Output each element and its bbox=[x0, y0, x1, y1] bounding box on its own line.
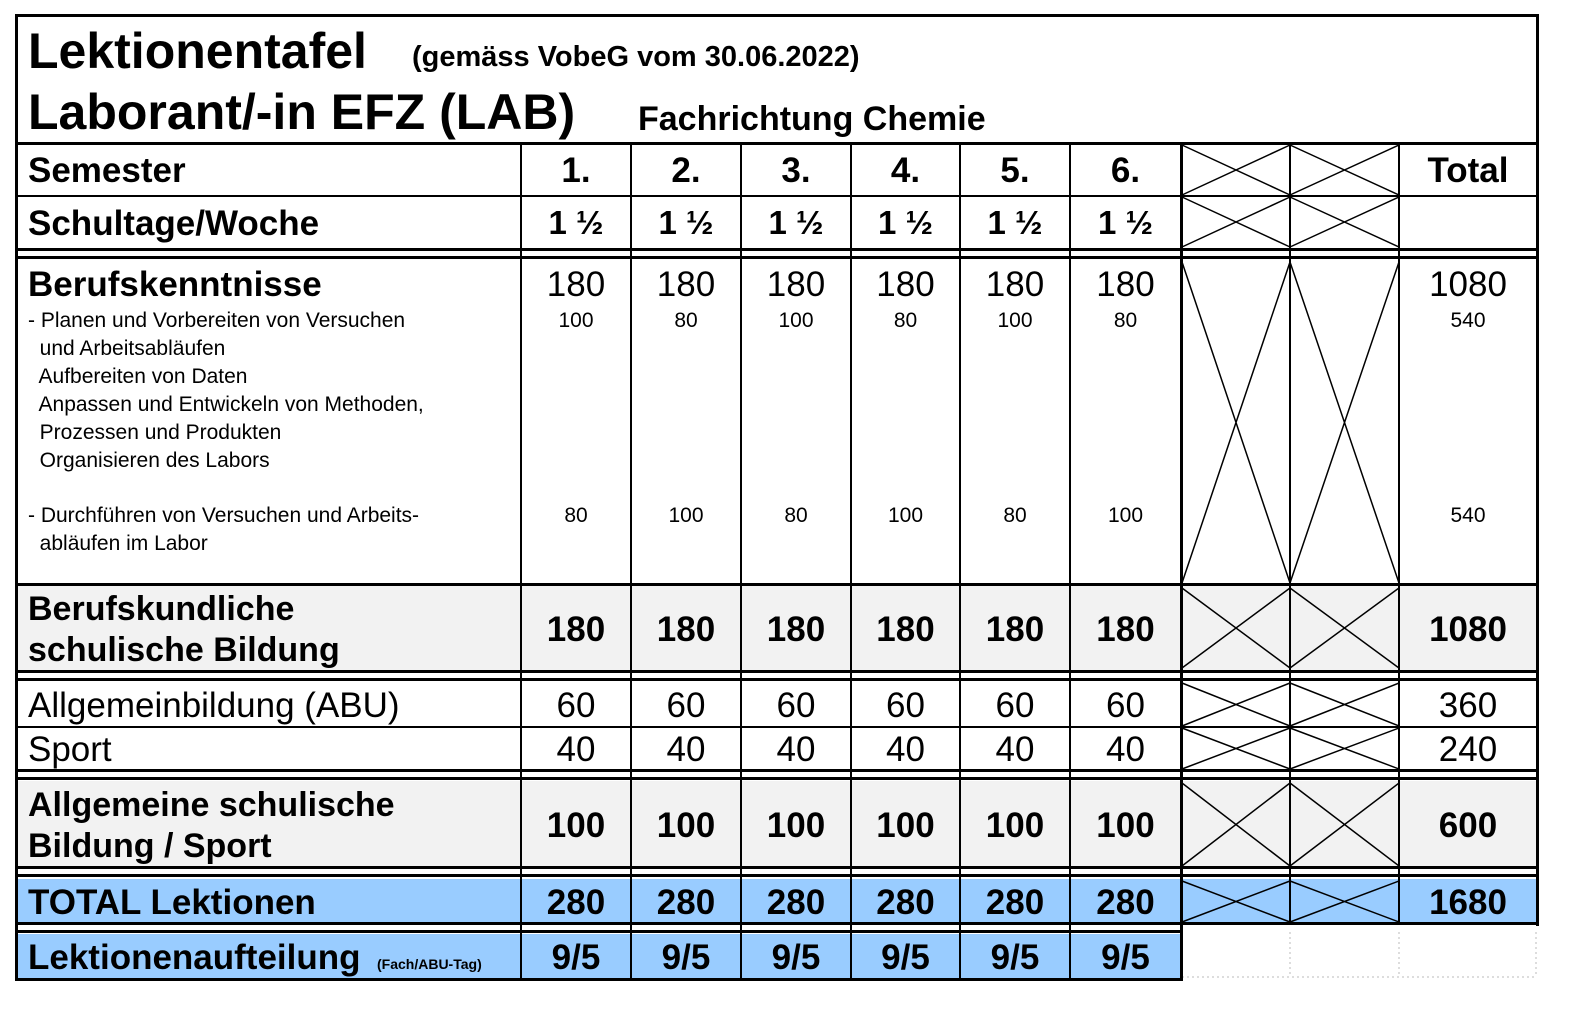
schooldays-2: 1 ½ bbox=[658, 204, 714, 241]
cross-icon bbox=[1290, 145, 1399, 195]
berufskenntnisse-label: Berufskenntnisse bbox=[28, 265, 322, 304]
aufteilung-value: 9/5 bbox=[881, 938, 930, 977]
semester-6: 6. bbox=[1110, 151, 1141, 190]
aufteilung-value: 9/5 bbox=[1101, 938, 1150, 977]
sub2-value: 80 bbox=[784, 504, 808, 527]
allgemeine-value: 100 bbox=[876, 806, 935, 845]
cross-icon bbox=[1290, 783, 1399, 866]
abu-value: 60 bbox=[666, 686, 706, 725]
schooldays-1: 1 ½ bbox=[548, 204, 604, 241]
rule bbox=[15, 678, 1539, 681]
aufteilung-label: Lektionenaufteilung bbox=[28, 938, 361, 977]
sub1-line: Organisieren des Labors bbox=[28, 449, 270, 472]
cross-icon bbox=[1290, 588, 1399, 668]
rule bbox=[15, 248, 1539, 251]
allgemeine-value: 100 bbox=[656, 806, 716, 845]
rule bbox=[15, 769, 1539, 772]
cross-icon bbox=[1290, 728, 1399, 769]
sub2-value: 80 bbox=[564, 504, 588, 527]
allgemeine-label: Allgemeine schulische bbox=[28, 786, 395, 824]
allgemeine-value: 100 bbox=[1096, 806, 1155, 845]
rule bbox=[15, 777, 1539, 780]
rule bbox=[15, 670, 1539, 673]
rule bbox=[15, 930, 1183, 933]
sub1-value: 80 bbox=[1113, 309, 1138, 332]
semester-3: 3. bbox=[781, 151, 811, 190]
title-line2: Laborant/-in EFZ (LAB) bbox=[28, 84, 576, 140]
sub1-line: - Planen und Vorbereiten von Versuchen bbox=[28, 309, 406, 332]
cross-icon bbox=[1182, 588, 1290, 668]
rule bbox=[15, 142, 1539, 145]
total-lektionen-value: 280 bbox=[766, 883, 826, 922]
total-label: Total bbox=[1427, 151, 1509, 190]
cross-icon bbox=[1182, 197, 1290, 247]
schooldays-5: 1 ½ bbox=[987, 204, 1043, 241]
sub1-value: 100 bbox=[778, 309, 814, 332]
semester-5: 5. bbox=[1000, 151, 1030, 190]
sub1-line: Aufbereiten von Daten bbox=[28, 365, 248, 388]
sport-value: 40 bbox=[1106, 730, 1145, 769]
sub1-total: 540 bbox=[1450, 309, 1486, 332]
abu-value: 60 bbox=[556, 686, 596, 725]
sport-value: 40 bbox=[666, 730, 706, 769]
title-note: (gemäss VobeG vom 30.06.2022) bbox=[412, 41, 860, 73]
col-rule bbox=[1180, 142, 1183, 980]
rule bbox=[15, 978, 1183, 981]
abu-total: 360 bbox=[1438, 686, 1498, 725]
berufskenntnisse-total: 1080 bbox=[1429, 265, 1507, 304]
abu-value: 60 bbox=[1106, 686, 1145, 725]
semester-1: 1. bbox=[561, 151, 591, 190]
semester-2: 2. bbox=[671, 151, 701, 190]
schooldays-4: 1 ½ bbox=[877, 204, 934, 241]
cross-icon bbox=[1182, 145, 1290, 195]
sub1-line: Prozessen und Produkten bbox=[28, 421, 282, 444]
abu-value: 60 bbox=[886, 686, 925, 725]
total-lektionen-value: 280 bbox=[656, 883, 716, 922]
title-main: Lektionentafel bbox=[28, 23, 367, 79]
berufskundliche-label: schulische Bildung bbox=[28, 631, 340, 669]
total-lektionen-total: 1680 bbox=[1429, 883, 1507, 922]
berufskenntnisse-value: 180 bbox=[656, 265, 716, 304]
table-border-right bbox=[1536, 14, 1539, 926]
total-lektionen-value: 280 bbox=[546, 883, 606, 922]
allgemeine-label: Bildung / Sport bbox=[28, 827, 272, 865]
cross-icon bbox=[1290, 262, 1399, 583]
berufskundliche-value: 180 bbox=[1096, 610, 1155, 649]
sub1-value: 80 bbox=[893, 309, 918, 332]
col-rule bbox=[1289, 142, 1291, 924]
cross-icon bbox=[1182, 262, 1290, 583]
schooldays-label: Schultage/Woche bbox=[28, 204, 320, 243]
table-border-left bbox=[15, 14, 18, 981]
rule bbox=[15, 866, 1539, 869]
sport-value: 40 bbox=[995, 730, 1035, 769]
sub2-value: 100 bbox=[1107, 504, 1144, 527]
cross-icon bbox=[1182, 881, 1290, 922]
sub1-value: 100 bbox=[558, 309, 594, 332]
abu-value: 60 bbox=[776, 686, 816, 725]
sub1-value: 100 bbox=[997, 309, 1033, 332]
berufskundliche-label: Berufskundliche bbox=[28, 590, 295, 628]
rule bbox=[15, 922, 1539, 925]
berufskundliche-value: 180 bbox=[876, 610, 935, 649]
semester-label: Semester bbox=[28, 151, 186, 190]
schooldays-3: 1 ½ bbox=[768, 204, 824, 241]
rule bbox=[15, 583, 1539, 586]
berufskenntnisse-value: 180 bbox=[766, 265, 826, 304]
total-lektionen-value: 280 bbox=[876, 883, 935, 922]
aufteilung-value: 9/5 bbox=[661, 938, 711, 977]
berufskenntnisse-value: 180 bbox=[876, 265, 935, 304]
cross-icon bbox=[1290, 683, 1399, 726]
berufskundliche-value: 180 bbox=[985, 610, 1045, 649]
dotted-cell-border bbox=[1182, 932, 1536, 977]
schooldays-6: 1 ½ bbox=[1097, 204, 1154, 241]
rule bbox=[15, 874, 1539, 877]
sub2-total: 540 bbox=[1450, 504, 1486, 527]
total-lektionen-value: 280 bbox=[985, 883, 1045, 922]
allgemeine-value: 100 bbox=[766, 806, 826, 845]
table-border-top bbox=[15, 14, 1539, 17]
abu-value: 60 bbox=[995, 686, 1035, 725]
berufskundliche-value: 180 bbox=[546, 610, 606, 649]
cross-icon bbox=[1182, 683, 1290, 726]
aufteilung-value: 9/5 bbox=[771, 938, 821, 977]
aufteilung-value: 9/5 bbox=[990, 938, 1040, 977]
sport-total: 240 bbox=[1438, 730, 1498, 769]
aufteilung-label-small: (Fach/ABU-Tag) bbox=[377, 956, 482, 972]
sport-value: 40 bbox=[556, 730, 596, 769]
rule bbox=[15, 256, 1539, 259]
rule bbox=[15, 195, 1539, 197]
sub2-value: 100 bbox=[668, 504, 704, 527]
berufskenntnisse-value: 180 bbox=[1096, 265, 1155, 304]
sub2-value: 100 bbox=[887, 504, 924, 527]
total-lektionen-value: 280 bbox=[1096, 883, 1155, 922]
abu-label: Allgemeinbildung (ABU) bbox=[28, 686, 400, 725]
aufteilung-value: 9/5 bbox=[551, 938, 601, 977]
sport-value: 40 bbox=[886, 730, 925, 769]
allgemeine-value: 100 bbox=[985, 806, 1045, 845]
total-lektionen-label: TOTAL Lektionen bbox=[28, 883, 316, 922]
berufskundliche-value: 180 bbox=[656, 610, 716, 649]
berufskundliche-value: 180 bbox=[766, 610, 826, 649]
cross-icon bbox=[1182, 728, 1290, 769]
sub2-value: 80 bbox=[1003, 504, 1027, 527]
cross-icon bbox=[1290, 197, 1399, 247]
sub1-value: 80 bbox=[674, 309, 698, 332]
col-rule bbox=[1398, 142, 1400, 924]
sub2-line: - Durchführen von Versuchen und Arbeits- bbox=[28, 504, 420, 527]
sub1-line: Anpassen und Entwickeln von Methoden, bbox=[28, 393, 424, 416]
sub2-line: abläufen im Labor bbox=[28, 532, 208, 555]
cross-icon bbox=[1290, 881, 1399, 922]
rule bbox=[15, 726, 1539, 728]
cross-icon bbox=[1182, 783, 1290, 866]
berufskenntnisse-value: 180 bbox=[546, 265, 606, 304]
semester-4: 4. bbox=[890, 151, 921, 190]
sport-value: 40 bbox=[776, 730, 816, 769]
allgemeine-value: 100 bbox=[546, 806, 606, 845]
berufskenntnisse-value: 180 bbox=[985, 265, 1045, 304]
sub1-line: und Arbeitsabläufen bbox=[28, 337, 226, 360]
sport-label: Sport bbox=[28, 730, 112, 769]
title-line2-sub: Fachrichtung Chemie bbox=[638, 100, 986, 138]
allgemeine-total: 600 bbox=[1438, 806, 1498, 845]
berufskundliche-total: 1080 bbox=[1429, 610, 1507, 649]
